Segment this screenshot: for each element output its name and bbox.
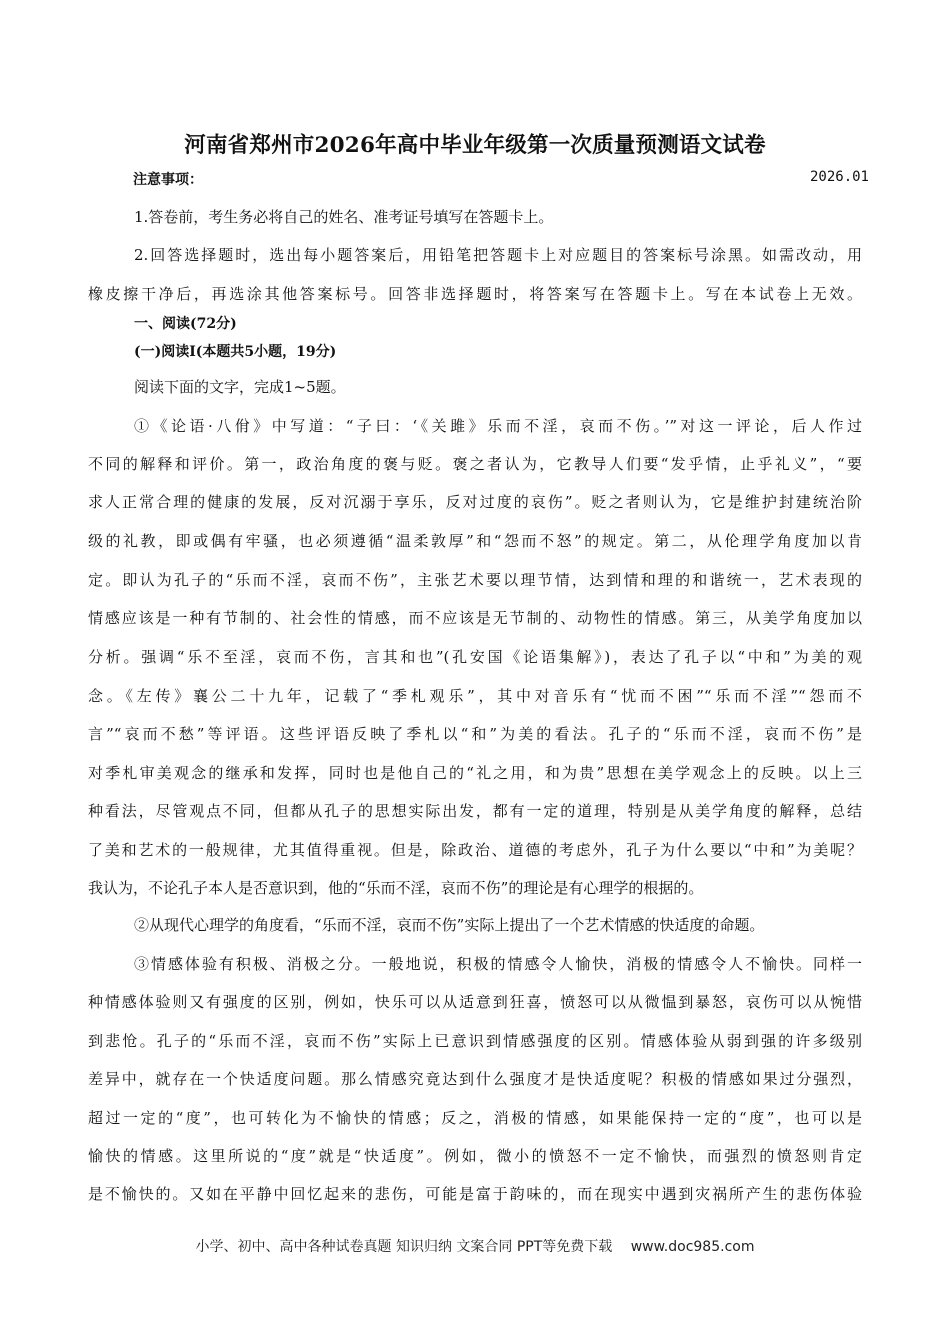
paragraph-line: 差异中，就存在一个快适度问题。那么情感究竟达到什么强度才是快适度呢？积极的情感如果过分强烈， [88, 1070, 862, 1088]
paragraph-line: ②从现代心理学的角度看，“乐而不淫，哀而不伤”实际上提出了一个艺术情感的快适度的命题。 [134, 916, 765, 934]
footer-banner: 小学、初中、高中各种试卷真题 知识归纳 文案合同 PPT等免费下载 www.doc985.com [195, 1239, 755, 1255]
paragraph-line: 了美和艺术的一般规律，尤其值得重视。但是，除政治、道德的考虑外，孔子为什么要以“中和”为美呢？ [88, 841, 862, 859]
paragraph-line: 念。《左传》襄公二十九年，记载了“季札观乐”，其中对音乐有“忧而不困”“乐而不淫”“怨而不 [88, 687, 862, 705]
exam-date: 2026.01 [809, 169, 869, 185]
paragraph-line: 超过一定的“度”，也可转化为不愉快的情感；反之，消极的情感，如果能保持一定的“度”，也可以是 [88, 1109, 862, 1127]
notice-item-2: 2.回答选择题时，选出每小题答案后，用铅笔把答题卡上对应题目的答案标号涂黑。如需改动，用 [134, 246, 862, 264]
paragraph-line: 求人正常合理的健康的发展，反对沉溺于享乐，反对过度的哀伤”。贬之者则认为，它是维护封建统治阶 [88, 493, 862, 511]
paragraph-line: 是不愉快的。又如在平静中回忆起来的悲伤，可能是富于韵味的，而在现实中遇到灾祸所产生的悲伤体验 [88, 1185, 862, 1203]
paragraph-line: 愉快的情感。这里所说的“度”就是“快适度”。例如，微小的愤怒不一定不愉快，而强烈的愤怒则肯定 [88, 1147, 862, 1165]
paragraph-line: 分析。强调“乐不至淫，哀而不伤，言其和也”(孔安国《论语集解》)，表达了孔子以“中和”为美的观 [88, 648, 862, 666]
notice-row [133, 169, 873, 191]
notice-label: 注意事项： [133, 172, 203, 188]
paragraph-line: 到悲怆。孔子的“乐而不淫，哀而不伤”实际上已意识到情感强度的区别。情感体验从弱到强的许多级别 [88, 1032, 862, 1050]
section-heading: 一、阅读(72分) [134, 316, 237, 332]
paragraph-line: 不同的解释和评价。第一，政治角度的褒与贬。褒之者认为，它教导人们要“发乎情，止乎礼义”，“要 [88, 455, 862, 473]
paragraph-line: 情感应该是一种有节制的、社会性的情感，而不应该是无节制的、动物性的情感。第三，从美学角度加以 [88, 609, 862, 627]
paragraph-line: ①《论语·八佾》中写道：“子曰：‘《关雎》乐而不淫，哀而不伤。’”对这一评论，后人作过 [134, 417, 862, 435]
subsection-heading: (一)阅读Ⅰ(本题共5小题，19分) [134, 344, 337, 360]
paragraph-line: 种情感体验则又有强度的区别，例如，快乐可以从适意到狂喜，愤怒可以从微愠到暴怒，哀伤可以从惋惜 [88, 993, 862, 1011]
paragraph-line: 定。即认为孔子的“乐而不淫，哀而不伤”，主张艺术要以理节情，达到情和理的和谐统一，艺术表现的 [88, 571, 862, 589]
paragraph-line: 种看法，尽管观点不同，但都从孔子的思想实际出发，都有一定的道理，特别是从美学角度的解释，总结 [88, 802, 862, 820]
paragraph-line: 对季札审美观念的继承和发挥，同时也是他自己的“礼之用，和为贵”思想在美学观念上的反映。以上三 [88, 764, 862, 782]
paragraph-line: 我认为，不论孔子本人是否意识到，他的“乐而不淫，哀而不伤”的理论是有心理学的根据的。 [88, 879, 704, 897]
instruction-text: 阅读下面的文字，完成1~5题。 [134, 378, 346, 396]
notice-item-1: 1.答卷前，考生务必将自己的姓名、准考证号填写在答题卡上。 [134, 208, 554, 226]
page-title: 河南省郑州市2026年高中毕业年级第一次质量预测语文试卷 [184, 133, 766, 158]
paragraph-line: 级的礼教，即或偶有牢骚，也必须遵循“温柔敦厚”和“怨而不怒”的规定。第二，从伦理学角度加以肯 [88, 532, 862, 550]
notice-item-2-cont: 橡皮擦干净后，再选涂其他答案标号。回答非选择题时，将答案写在答题卡上。写在本试卷上无效。 [88, 285, 862, 303]
paragraph-line: ③情感体验有积极、消极之分。一般地说，积极的情感令人愉快，消极的情感令人不愉快。同样一 [134, 955, 862, 973]
paragraph-line: 言”“哀而不愁”等评语。这些评语反映了季札以“和”为美的看法。孔子的“乐而不淫，哀而不伤”是 [88, 725, 862, 743]
